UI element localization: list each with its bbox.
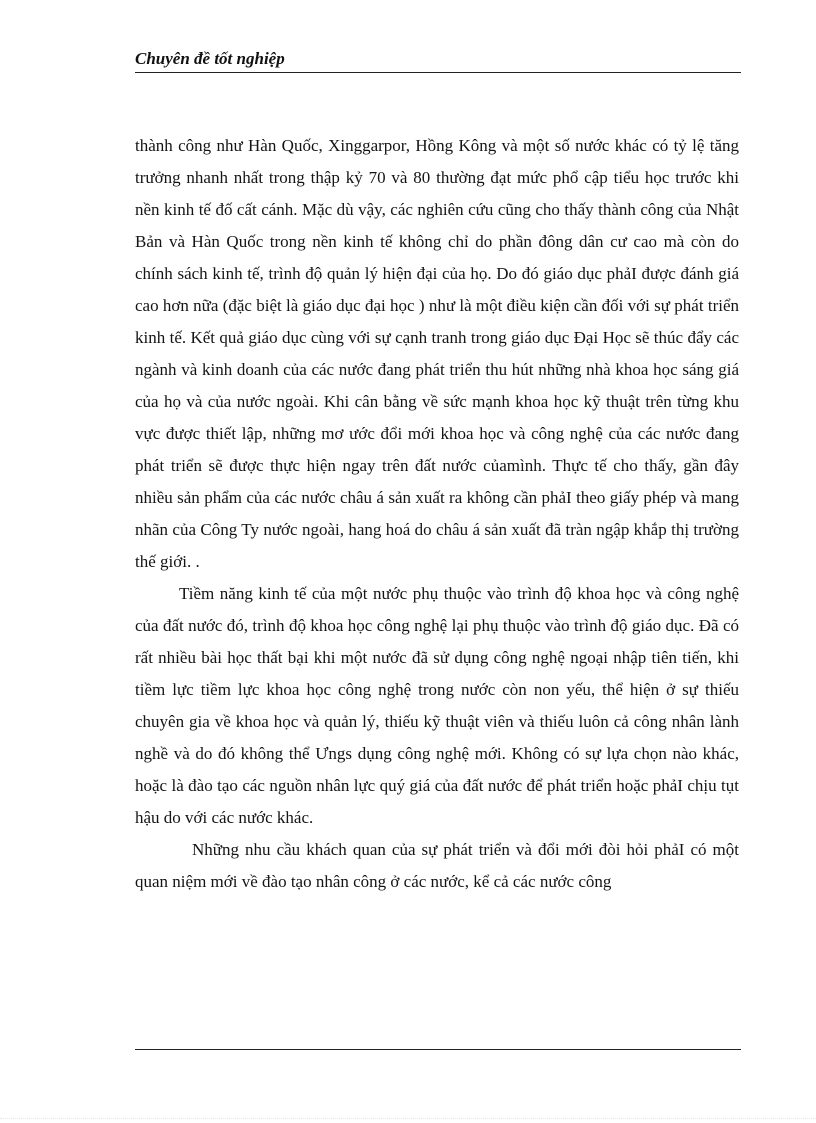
body-text (135, 130, 739, 898)
paragraph: Tiềm năng kinh tế của một nước phụ thuộc vào trình độ khoa học và công nghệ của đất nước đó, trình độ khoa học công nghệ lại phụ thuộc vào trình độ giáo dục. Đã có rất nhiều bài học thất bại khi một nước đã sử dụng công nghệ ngoại nhập tiên tiến, khi tiềm lực tiềm lực khoa học công nghệ trong nước còn non yếu, thể hiện ở sự thiếu chuyên gia về khoa học và quản lý, thiếu kỹ thuật viên và thiếu luôn cả công nhân lành nghề và do đó không thể Ưngs dụng công nghệ mới. Không có sự lựa chọn nào khác, hoặc là đào tạo các nguồn nhân lực quý giá của đất nước để phát triển hoặc phảI chịu tụt hậu do với các nước khác. (135, 584, 739, 827)
paragraph: Những nhu cầu khách quan của sự phát triển và đổi mới đòi hỏi phảI có một quan niệm mới về đào tạo nhân công ở các nước, kể cả các nước công (135, 840, 739, 891)
paragraph: thành công như Hàn Quốc, Xinggarpor, Hồng Kông và một số nước khác có tỷ lệ tăng trưởng nhanh nhất trong thập kỷ 70 và 80 thường đạt mức phổ cập tiểu học trước khi nền kinh tế đố cất cánh. Mặc dù vậy, các nghiên cứu cũng cho thấy thành công của Nhật Bản và Hàn Quốc trong nền kinh tế không chỉ do phần đông dân cư cao mà còn do chính sách kinh tế, trình độ quản lý hiện đại của họ. Do đó giáo dục phảI được đánh giá cao hơn nữa (đặc biệt là giáo dục đại học ) như là một điều kiện cần đối với sự phát triển kinh tế. Kết quả giáo dục cùng với sự cạnh tranh trong giáo dục Đại Học sẽ thúc đẩy các ngành và kinh doanh của các nước đang phát triển thu hút những nhà khoa học sáng giá của họ và của nước ngoài. Khi cân bằng về sức mạnh khoa học kỹ thuật trên từng khu vực được thiết lập, những mơ ước đổi mới khoa học và công nghệ của các nước đang phát triển sẽ được thực hiện ngay trên đất nước củamình. Thực tế cho thấy, gần đây nhiều sản phẩm của các nước châu á sản xuất ra không cần phảI theo giấy phép và mang nhãn của Công Ty nước ngoài, hang hoá do châu á sản xuất đã tràn ngập khắp thị trường thế giới. . (135, 136, 739, 571)
page-bottom-border (0, 1118, 816, 1119)
header-title: Chuyên đề tốt nghiệp (135, 49, 285, 68)
page-header (135, 48, 741, 73)
footer-rule (135, 1049, 741, 1050)
